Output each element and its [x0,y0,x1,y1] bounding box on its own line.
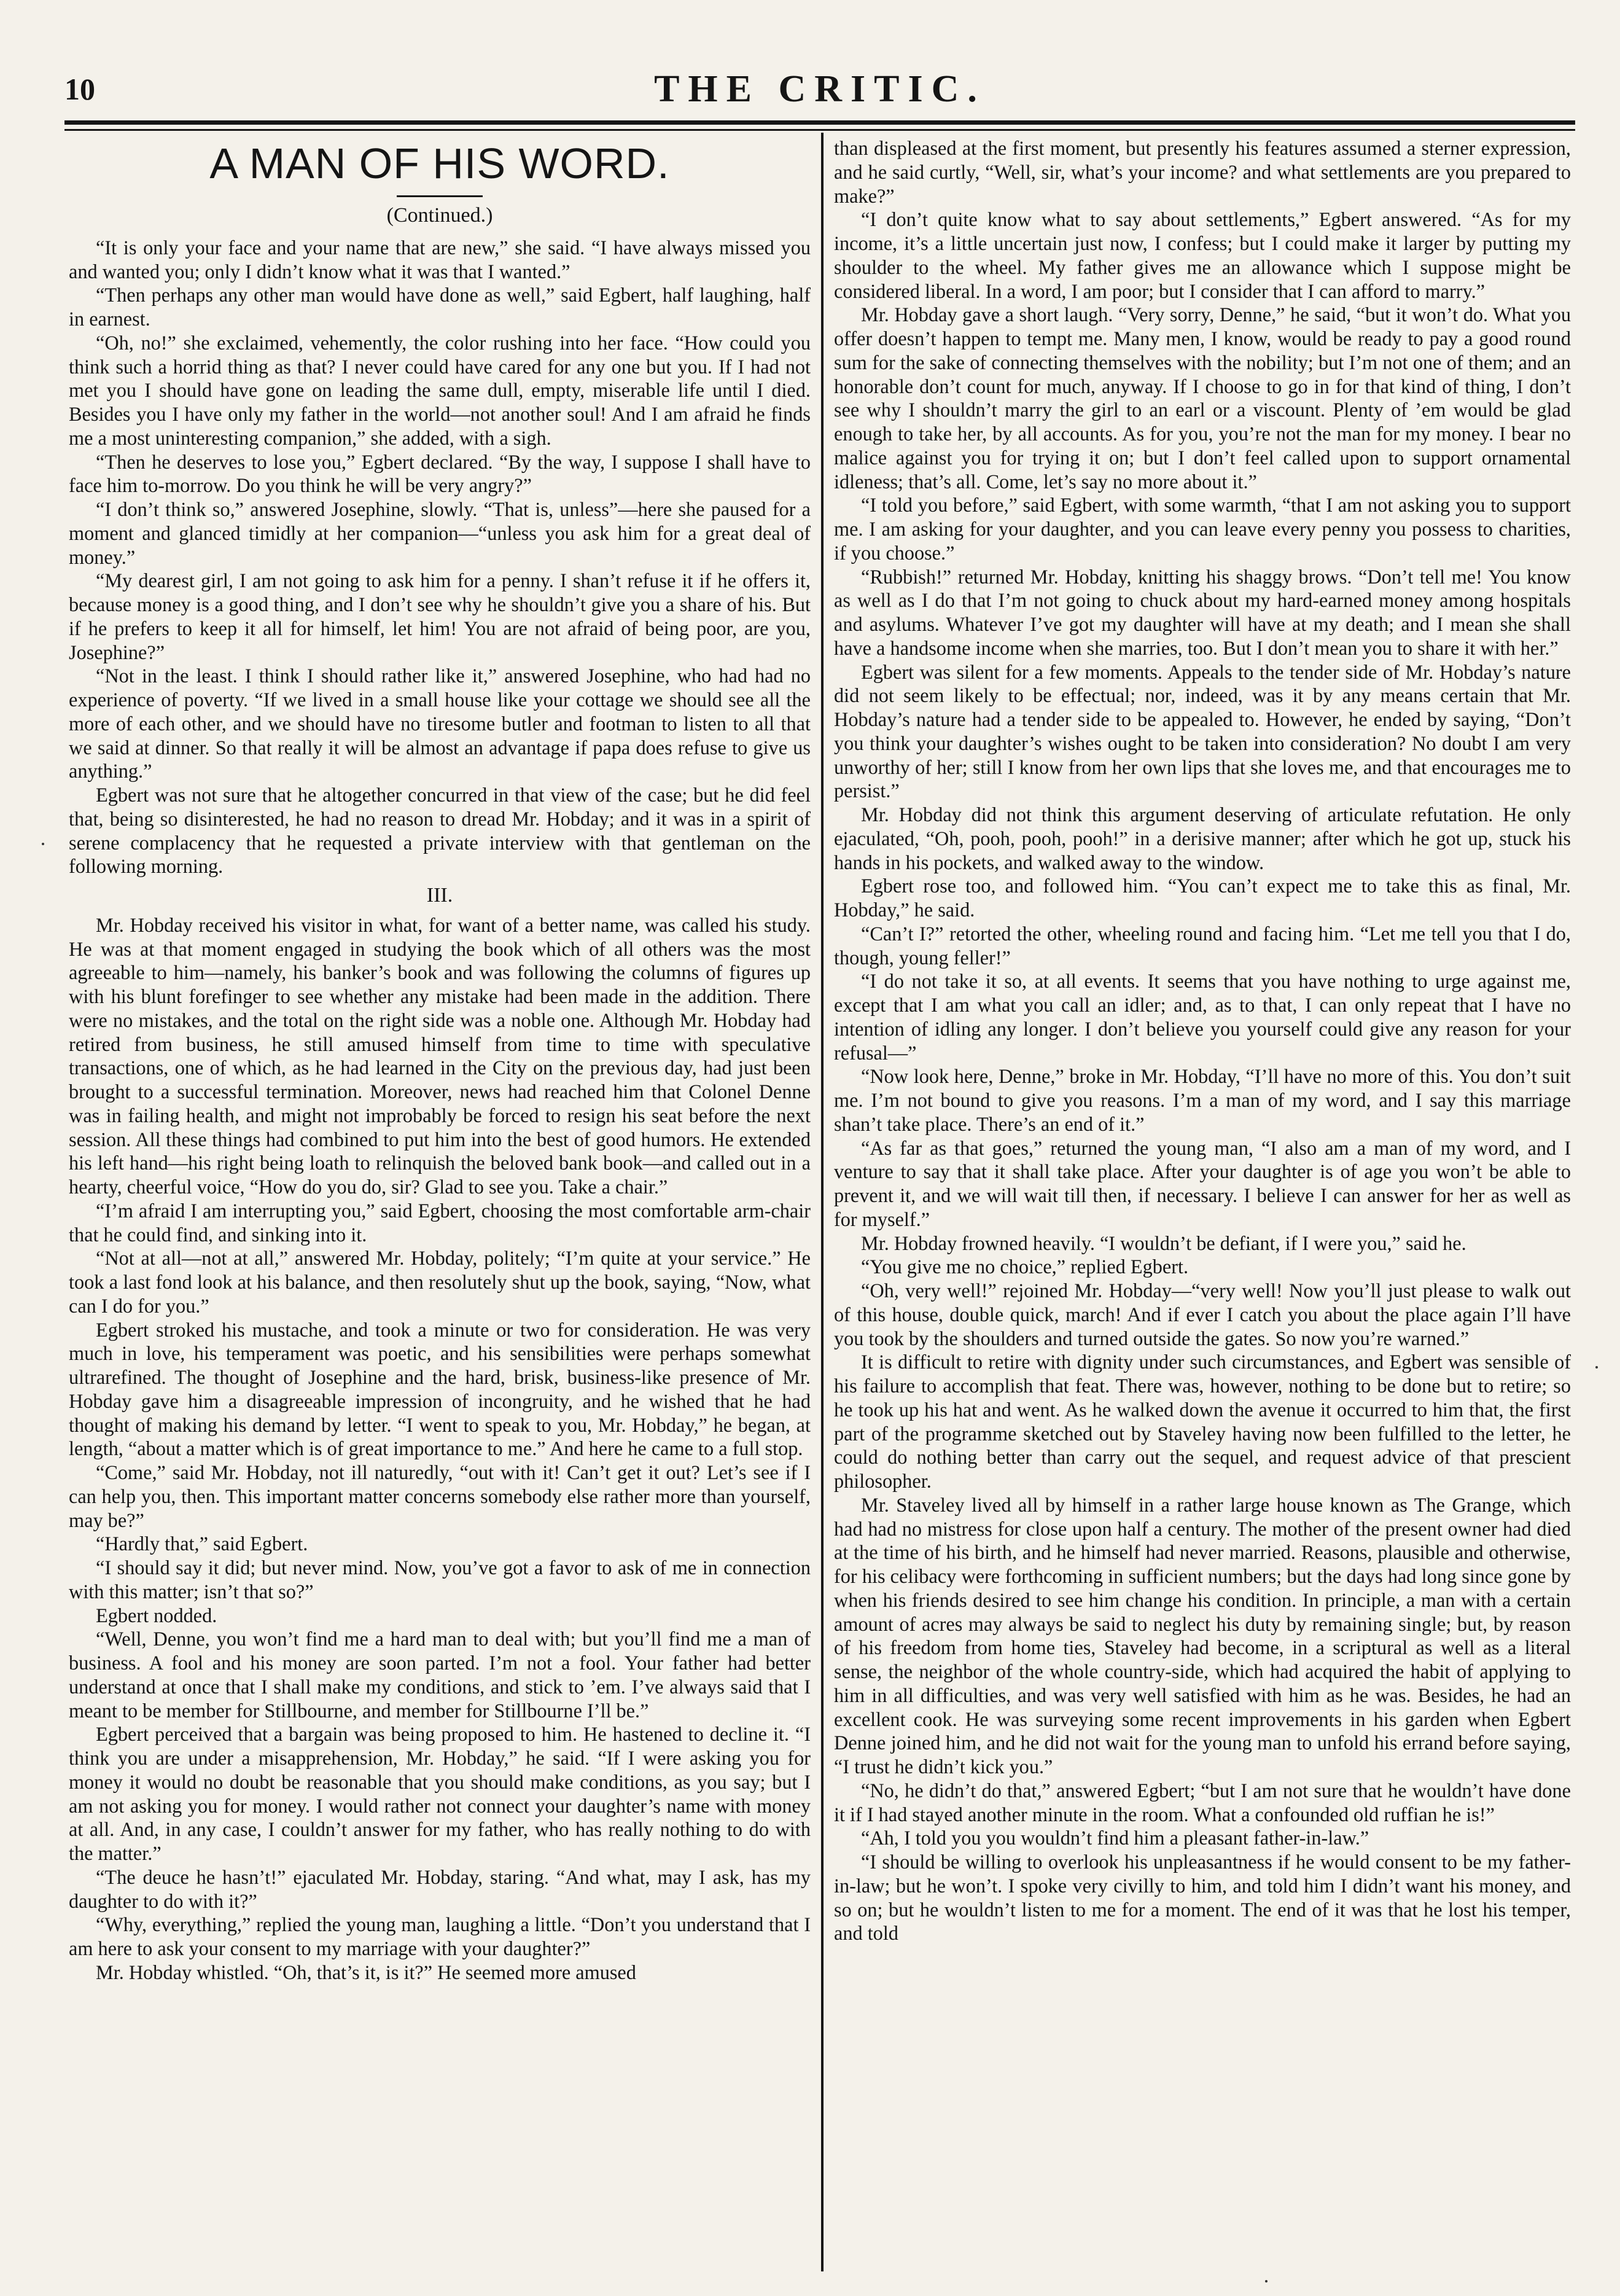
paragraph: Egbert was silent for a few moments. Appeals to the tender side of Mr. Hobday’s nature did not seem likely to be effectual; nor, indeed, was it by any means certain that Mr. Hobday’s nature had a tender side to be appealed to. However, he ended by saying, “Don’t you think your daughter’s wishes ought to be taken into consideration? No doubt I am very unworthy of her; still I know from her own lips that she loves me, and that encourages me to persist.” [834,660,1571,802]
print-speck [42,843,44,845]
column-divider [821,133,824,2271]
paragraph: “I don’t think so,” answered Josephine, slowly. “That is, unless”—here she paused for a moment and glanced timidly at her companion—“unless you ask him for a great deal of money.” [69,498,811,568]
paragraph: “My dearest girl, I am not going to ask him for a penny. I shan’t refuse it if he offers it, because money is a good thing, and I don’t see why he shouldn’t give you a share of his. But if he prefers to keep it all for himself, let him! You are not afraid of being poor, are you, Josephine?” [69,569,811,663]
paragraph: It is difficult to retire with dignity under such circumstances, and Egbert was sensible of his failure to accomplish that feat. There was, however, nothing to be done but to retire; so he took up his hat and went. As he walked down the avenue it occurred to him that, the first part of the programme sketched out by Staveley having now been fulfilled to the letter, he could do nothing better than carry out the sequel, and request advice of that prescient philosopher. [834,1351,1571,1492]
title-underline [397,195,483,197]
paragraph: “I should say it did; but never mind. Now, you’ve got a favor to ask of me in connection with this matter; isn’t that so?” [69,1556,811,1603]
masthead: THE CRITIC. [654,68,986,110]
right-column [834,136,1571,2271]
paragraph: “Oh, very well!” rejoined Mr. Hobday—“very well! Now you’ll just please to walk out of this house, double quick, march! And if ever I catch you about the place again I’ll have you took by the shoulders and turned outside the gates. So now you’re warned.” [834,1279,1571,1349]
paragraph: Mr. Staveley lived all by himself in a rather large house known as The Grange, which had had no mistress for close upon half a century. The mother of the present owner had died at the time of his birth, and he himself had never married. Reasons, plausible and otherwise, for his celibacy were forthcoming in sufficient numbers; but the days had long since gone by when his friends desired to see him change his condition. In principle, a man with a certain amount of acres may always be said to neglect his duty by remaining single; but, by reason of his freedom from home ties, Staveley had become, in a scriptural as well as a literal sense, the neighbor of the whole country-side, which had acquired the habit of applying to him in all difficulties, and was very well satisfied with him as he was. Besides, he had an excellent cook. He was surveying some recent improvements in his garden when Egbert Denne joined him, and he did not wait for the young man to unfold his errand before saying, “I trust he didn’t kick you.” [834,1493,1571,1778]
paragraph: “Can’t I?” retorted the other, wheeling round and facing him. “Let me tell you that I do, though, young feller!” [834,922,1571,969]
paragraph: “Rubbish!” returned Mr. Hobday, knitting his shaggy brows. “Don’t tell me! You know as well as I do that I’m not going to chuck about my hard-earned money among hospitals and asylums. Whatever I’ve got my daughter will have at my death; and I mean she shall have a handsome income when she marries, too. But I don’t mean you to share it with her.” [834,565,1571,659]
paragraph: “Why, everything,” replied the young man, laughing a little. “Don’t you understand that I am here to ask your consent to my marriage with your daughter?” [69,1913,811,1960]
paragraph: “Ah, I told you you wouldn’t find him a pleasant father-in-law.” [861,1827,1369,1849]
paragraph: Mr. Hobday received his visitor in what, for want of a better name, was called his study. He was at that moment engaged in studying the book which of all others was the most agreeable to him—namely, his banker’s book and was following the columns of figures up with his blunt forefinger to see whether any mistake had been made in the addition. There were no mistakes, and the total on the right side was a noble one. Although Mr. Hobday had retired from business, he still amused himself from time to time with speculative transactions, one of which, as he had learned in the City on the previous day, had just been brought to a successful termination. Moreover, news had reached him that Colonel Denne was in failing health, and might not improbably be forced to resign his seat before the next session. All these things had combined to put him into the best of good humors. He extended his left hand—his right being loath to relinquish the beloved bank book—and called out in a hearty, cheerful voice, “How do you do, sir? Glad to see you. Take a chair.” [69,913,811,1198]
page-number: 10 [64,72,95,106]
paragraph: “Not at all—not at all,” answered Mr. Hobday, politely; “I’m quite at your service.” He took a last fond look at his balance, and then resolutely shut up the book, saying, “Now, what can I do for you.” [69,1247,811,1317]
paragraph: Mr. Hobday did not think this argument deserving of articulate refutation. He only ejaculated, “Oh, pooh, pooh, pooh!” in a derisive manner; after which he got up, stuck his hands in his pockets, and walked away to the window. [834,803,1571,873]
paragraph: Egbert was not sure that he altogether concurred in that view of the case; but he did feel that, being so disinterested, he had no reason to dread Mr. Hobday; and it was in a spirit of serene complacency that he requested a private interview with that gentleman on the following morning. [69,784,811,878]
print-speck [1595,1366,1598,1369]
header-rule-thick [64,120,1575,125]
section-marker: III. [426,884,453,907]
paragraph: “Well, Denne, you won’t find me a hard man to deal with; but you’ll find me a man of business. A fool and his money are soon parted. I’m not a fool. Your father had better understand at once that I shall make my conditions, and stick to ’em. I’ve always said that I meant to be member for Stillbourne, and member for Stillbourne I’ll be.” [69,1628,811,1722]
paragraph: “Now look here, Denne,” broke in Mr. Hobday, “I’ll have no more of this. You don’t suit me. I’m not bound to give you reasons. I’m a man of my word, and I say this marriage shan’t take place. There’s an end of it.” [834,1065,1571,1135]
paragraph: “I told you before,” said Egbert, with some warmth, “that I am not asking you to support me. I am asking for your daughter, and you can leave every penny you possess to charities, if you choose.” [834,494,1571,564]
print-speck [1265,2280,1268,2282]
paragraph: Mr. Hobday whistled. “Oh, that’s it, is it?” He seemed more amused [96,1961,636,1983]
paragraph: “As far as that goes,” returned the young man, “I also am a man of my word, and I venture to say that it shall take place. After your daughter is of age you won’t be able to prevent it, and we will wait till then, if necessary. I believe I can answer for her as well as for myself.” [834,1136,1571,1230]
paragraph: “I’m afraid I am interrupting you,” said Egbert, choosing the most comfortable arm-chair that he could find, and sinking into it. [69,1199,811,1246]
paragraph: “Oh, no!” she exclaimed, vehemently, the color rushing into her face. “How could you think such a horrid thing as that? I never could have cared for any one but you. If I had not met you I should have gone on leading the same dull, empty, miserable life until I died. Besides you I have only my father in the world—not another soul! And I am afraid he finds me a most uninteresting companion,” she added, with a sigh. [69,331,811,449]
paragraph: “The deuce he hasn’t!” ejaculated Mr. Hobday, staring. “And what, may I ask, has my daughter to do with it?” [69,1865,811,1912]
page-header [64,68,1575,123]
paragraph: “Then he deserves to lose you,” Egbert declared. “By the way, I suppose I shall have to face him to-morrow. Do you think he will be very angry?” [69,450,811,497]
paragraph: Egbert perceived that a bargain was being proposed to him. He hastened to decline it. “I think you are under a misapprehension, Mr. Hobday,” he said. “If I were asking you for money it would no doubt be reasonable that you should make conditions, as you say; but I am not asking you for money. I would rather not connect your daughter’s name with money at all. And, in any case, I couldn’t answer for my father, who has really nothing to do with the matter.” [69,1723,811,1865]
paragraph: Egbert stroked his mustache, and took a minute or two for consideration. He was very much in love, his temperament was poetic, and his sensibilities were perhaps somewhat ultrarefined. The thought of Josephine and the hard, brisk, business-like presence of Mr. Hobday gave him a disagreeable impression of incongruity, and he wished that he had thought of making his demand by letter. “I went to speak to you, Mr. Hobday,” he began, at length, “about a matter which is of great importance to me.” And here he came to a full stop. [69,1318,811,1460]
paragraph: Egbert rose too, and followed him. “You can’t expect me to take this as final, Mr. Hobday,” he said. [834,875,1571,921]
paragraph: “I don’t quite know what to say about settlements,” Egbert answered. “As for my income, it’s a little uncertain just now, I confess; but I could make it larger by putting my shoulder to the wheel. My father gives me an allowance which I suppose might be considered liberal. In a word, I am poor; but I consider that I can afford to marry.” [834,208,1571,302]
paragraph: “I do not take it so, at all events. It seems that you have nothing to urge against me, except that I am what you call an idler; and, as to that, I can only repeat that I have no intention of idling any longer. I don’t believe you yourself could give any reason for your refusal—” [834,970,1571,1064]
paragraph: “I should be willing to overlook his unpleasantness if he would consent to be my father-in-law; but he won’t. I spoke very civilly to him, and told him I didn’t want his money, and so on; but he wouldn’t listen to me for a moment. The end of it was that he lost his temper, and told [834,1851,1571,1945]
paragraph: “No, he didn’t do that,” answered Egbert; “but I am not sure that he wouldn’t have done it if I had stayed another minute in the room. What a confounded old ruffian he is!” [834,1779,1571,1825]
continued-label: (Continued.) [386,204,493,227]
story-title: A MAN OF HIS WORD. [209,139,670,187]
paragraph: “Then perhaps any other man would have done as well,” said Egbert, half laughing, half in earnest. [69,284,811,330]
paragraph: “Hardly that,” said Egbert. [96,1533,308,1555]
paragraph: “You give me no choice,” replied Egbert. [861,1255,1189,1278]
paragraph: Mr. Hobday gave a short laugh. “Very sorry, Denne,” he said, “but it won’t do. What you offer doesn’t happen to tempt me. Many men, I know, would be ready to pay a good round sum for the sake of connecting themselves with the nobility; but I’m not one of them; and an honorable don’t count for much, anyway. If I choose to go in for that kind of thing, I don’t see why I shouldn’t marry the girl to an earl or a viscount. Plenty of ’em would be glad enough to take her, by all accounts. As for you, you’re not the man for my money. I bear no malice against you for trying it on; but I don’t feel called upon to support ornamental idleness; that’s all. Come, let’s say no more about it.” [834,303,1571,493]
paragraph: “It is only your face and your name that are new,” she said. “I have always missed you and wanted you; only I didn’t know what it was that I wanted.” [69,236,811,283]
paragraph: than displeased at the first moment, but presently his features assumed a sterner expression, and he said curtly, “Well, sir, what’s your income? and what settlements are you prepared to make?” [834,137,1571,207]
left-column [69,136,811,2271]
paragraph: “Come,” said Mr. Hobday, not ill naturedly, “out with it! Can’t get it out? Let’s see if I can help you, then. This important matter concerns somebody else rather more than yourself, may be?” [69,1461,811,1531]
header-rule-thin [64,129,1575,131]
paragraph: Mr. Hobday frowned heavily. “I wouldn’t be defiant, if I were you,” said he. [861,1232,1466,1254]
paragraph: Egbert nodded. [96,1604,217,1626]
paragraph: “Not in the least. I think I should rather like it,” answered Josephine, who had had no experience of poverty. “If we lived in a small house like your cottage we should see all the more of each other, and we should have no tiresome butler and footman to listen to all that we said at dinner. So that really it will be almost an advantage if papa does refuse to give us anything.” [69,665,811,783]
